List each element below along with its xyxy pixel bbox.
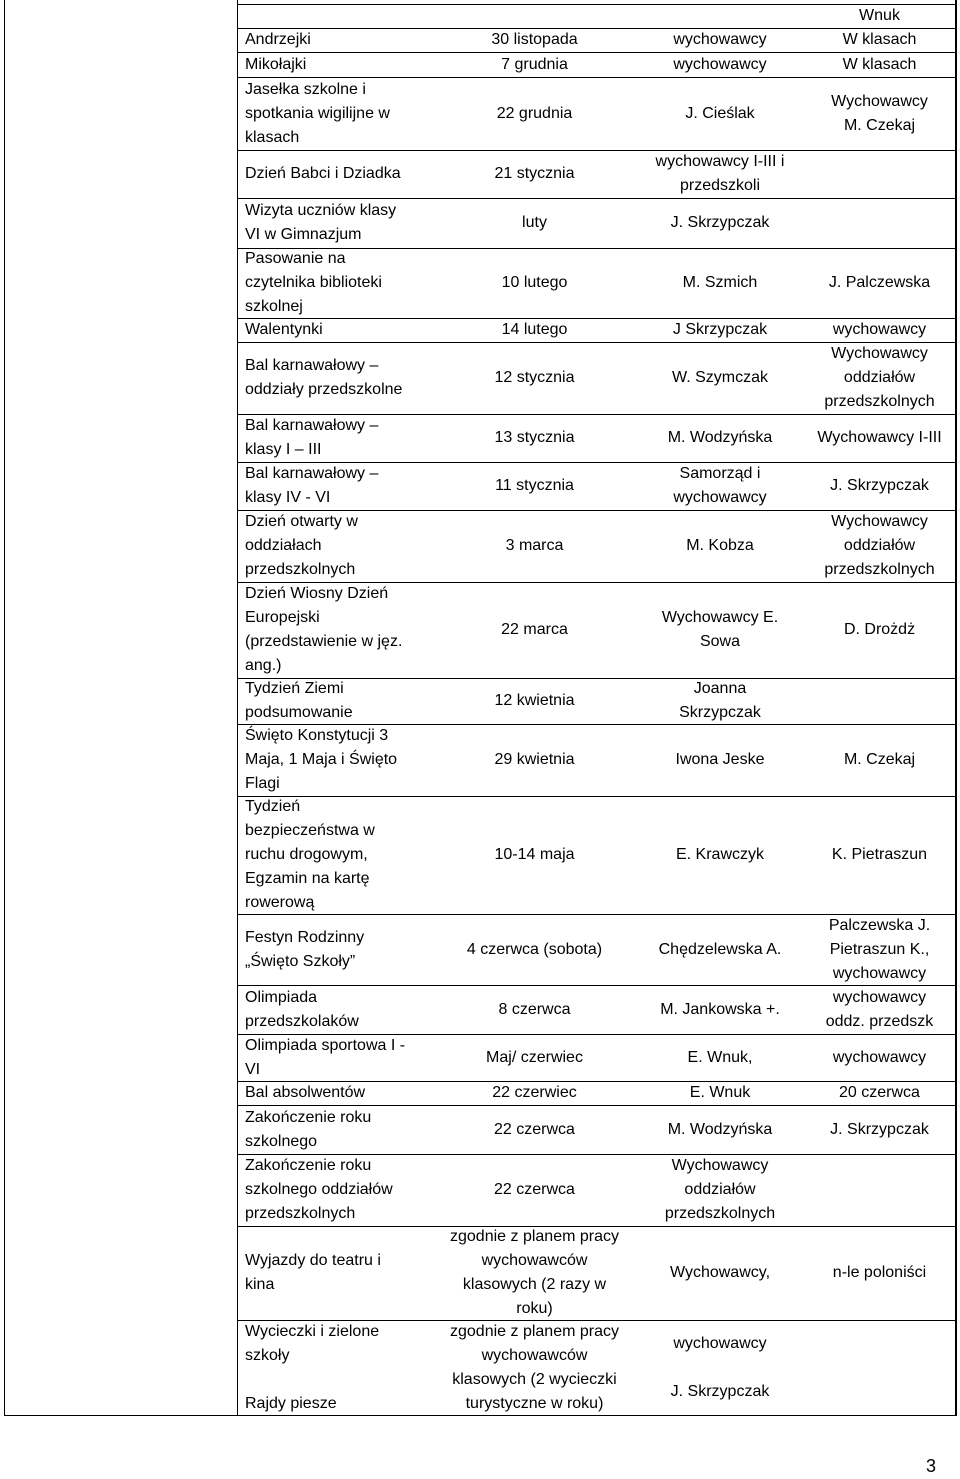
page-number: 3 (926, 1456, 937, 1476)
table-row-rule (237, 1034, 955, 1035)
cell-text: J Skrzypczak (672, 321, 768, 338)
cell-text: J. Skrzypczak (830, 1120, 929, 1138)
cell-text: (przedstawienie w jęz. (245, 633, 403, 650)
table-vertical-rule (4, 0, 5, 1415)
table-vertical-rule (237, 0, 238, 1415)
cell-text: spotkania wigilijne w (245, 104, 390, 122)
cell-text: D. Drożdż (843, 621, 916, 638)
table-cell-other (804, 342, 955, 414)
cell-text: Wycieczki i zielone (245, 1322, 380, 1340)
cell-text: zgodnie z planem pracy (450, 1228, 619, 1245)
table-row-rule (237, 1320, 955, 1321)
cell-text: wychowawców (481, 1346, 588, 1364)
cell-text: Joanna (693, 680, 747, 697)
table-cell-date (433, 1034, 636, 1081)
cell-text: szkolnego (245, 1132, 318, 1150)
table-cell-event (245, 796, 433, 914)
cell-text: wychowawcy (832, 1048, 927, 1066)
cell-text: Olimpiada sportowa I - (245, 1036, 406, 1054)
table-row-rule (237, 462, 955, 463)
cell-text: 7 grudnia (501, 55, 568, 73)
cell-text: 10 lutego (501, 274, 568, 291)
cell-text: Wychowawcy (831, 513, 928, 530)
cell-text: M. Jankowska +. (660, 1000, 780, 1018)
cell-text: 11 stycznia (495, 477, 574, 494)
cell-text: wychowawcy (673, 1334, 767, 1352)
table-cell-date (433, 342, 636, 414)
table-cell-person (636, 414, 804, 462)
cell-text: M. Wodzyńska (667, 1120, 773, 1138)
table-cell-date (433, 510, 636, 582)
table-row-rule (237, 28, 955, 29)
cell-text: J. Cieślak (685, 104, 755, 122)
cell-text: Olimpiada (245, 988, 318, 1006)
cell-text: kina (245, 1276, 275, 1293)
table-row-rule (237, 248, 955, 249)
cell-text: 22 grudnia (496, 104, 573, 122)
table-cell-date (433, 462, 636, 510)
table-cell-date (433, 724, 636, 796)
table-cell-person (636, 985, 804, 1034)
table-cell-event (245, 318, 433, 342)
cell-text: zgodnie z planem pracy (450, 1322, 619, 1340)
cell-text: 22 czerwca (494, 1181, 575, 1198)
table-row-rule (237, 342, 955, 343)
table-cell-other (804, 1105, 955, 1154)
cell-text: 13 stycznia (494, 429, 575, 446)
cell-text: Egzamin na kartę (245, 870, 370, 887)
cell-text: Walentynki (245, 321, 323, 338)
cell-text: Pietraszun K., (829, 940, 930, 958)
cell-text: Wizyta uczniów klasy (245, 202, 397, 219)
cell-text: wychowawcy (832, 321, 927, 338)
cell-text: Flagi (245, 775, 280, 792)
cell-text: Święto Konstytucji 3 (245, 727, 389, 744)
table-cell-event (245, 28, 433, 52)
table-cell-event (245, 150, 433, 198)
cell-text: E. Wnuk (689, 1084, 751, 1101)
cell-text: roku) (516, 1300, 553, 1317)
table-cell-event (245, 1154, 433, 1226)
table-cell-event (245, 1034, 433, 1081)
table-cell-event (245, 77, 433, 150)
cell-text: Mikołajki (245, 55, 307, 73)
cell-text: Festyn Rodzinny (245, 928, 365, 946)
cell-text: podsumowanie (245, 704, 353, 721)
table-cell-date (433, 1226, 636, 1320)
cell-text: wychowawcy (673, 489, 767, 506)
cell-text: szkoły (245, 1346, 290, 1364)
cell-text (718, 1356, 722, 1380)
cell-text: W. Szymczak (671, 369, 768, 386)
cell-text: Europejski (245, 609, 320, 626)
table-cell-event (245, 724, 433, 796)
table-cell-other (804, 52, 955, 77)
table-vertical-rule (955, 0, 956, 1415)
cell-text: VI (245, 1060, 261, 1078)
cell-text: Rajdy piesze (245, 1394, 337, 1412)
cell-text: wychowawcy (832, 988, 927, 1006)
cell-text: Maj/ czerwiec (486, 1048, 583, 1066)
cell-text: 3 marca (505, 537, 564, 554)
table-cell-person (636, 248, 804, 318)
cell-text: 22 marca (501, 621, 568, 638)
cell-text: Wyjazdy do teatru i (245, 1252, 381, 1269)
cell-text: bezpieczeństwa w (245, 822, 375, 839)
cell-text: 14 lutego (501, 321, 568, 338)
cell-text: W klasach (842, 31, 917, 48)
table-cell-date (433, 1154, 636, 1226)
cell-text: K. Pietraszun (831, 846, 928, 863)
table-cell-other (804, 462, 955, 510)
cell-text: Dzień otwarty w (245, 513, 358, 530)
table-cell-date (433, 1105, 636, 1154)
table-cell-other (804, 248, 955, 318)
table-cell-person (636, 150, 804, 198)
table-cell-event (245, 985, 433, 1034)
table-cell-event (245, 52, 433, 77)
cell-text: J. Skrzypczak (830, 477, 929, 494)
cell-text: Palczewska J. (828, 916, 931, 934)
table-row-rule (237, 582, 955, 583)
table-cell-event (245, 914, 433, 985)
cell-text: przedszkolnych (245, 1205, 356, 1222)
cell-text: rowerową (245, 894, 315, 911)
table-cell-person (636, 52, 804, 77)
table-cell-other (804, 985, 955, 1034)
cell-text: Pasowanie na (245, 250, 346, 267)
table-cell-person (636, 914, 804, 985)
cell-text: czytelnika biblioteki (245, 274, 382, 291)
cell-text: 22 czerwca (494, 1120, 575, 1138)
table-cell-date (433, 198, 636, 248)
cell-text: szkolnej (245, 298, 303, 315)
table-cell-date (433, 796, 636, 914)
cell-text: oddziałów (843, 369, 916, 386)
cell-text: E. Krawczyk (675, 846, 764, 863)
cell-text: M. Wodzyńska (667, 429, 773, 446)
table-row-rule (237, 1105, 955, 1106)
cell-text: Zakończenie roku (245, 1108, 372, 1126)
cell-text: wychowawcy (673, 31, 767, 48)
table-cell-person (636, 342, 804, 414)
table-cell-other (804, 1034, 955, 1081)
table-row-rule (237, 414, 955, 415)
cell-text: M. Kobza (686, 537, 754, 554)
table-cell-date (433, 318, 636, 342)
cell-text: „Święto Szkoły” (245, 952, 356, 970)
table-row-rule (237, 1154, 955, 1155)
cell-text: J. Skrzypczak (670, 214, 770, 231)
cell-text: Maja, 1 Maja i Święto (245, 751, 398, 768)
cell-text: oddziałów (684, 1181, 756, 1198)
table-cell-person (636, 462, 804, 510)
table-cell-event (245, 678, 433, 724)
cell-text: 20 czerwca (839, 1084, 920, 1101)
cell-text: M. Czekaj (843, 116, 916, 134)
table-row-rule (237, 198, 955, 199)
table-row-rule (237, 510, 955, 511)
cell-text: J. Skrzypczak (670, 1382, 770, 1400)
table-cell-date (433, 248, 636, 318)
table-cell-date (433, 914, 636, 985)
table-cell-event (245, 414, 433, 462)
table-cell-person (636, 1226, 804, 1320)
cell-text: wychowawcy (832, 964, 927, 982)
cell-text: 21 stycznia (494, 165, 575, 182)
table-cell-date (433, 414, 636, 462)
cell-text: oddziałach (245, 537, 322, 554)
table-cell-event (245, 510, 433, 582)
table-row-rule (237, 52, 955, 53)
cell-text: M. Szmich (682, 274, 758, 291)
table-cell-other (804, 724, 955, 796)
cell-text: Tydzień Ziemi (245, 680, 344, 697)
cell-text: 8 czerwca (498, 1000, 571, 1018)
cell-text: VI w Gimnazjum (245, 226, 362, 243)
cell-text: W klasach (842, 55, 917, 73)
table-cell-other (804, 28, 955, 52)
cell-text: M. Czekaj (843, 751, 916, 768)
cell-text: turystyczne w roku) (465, 1394, 604, 1412)
table-cell-person (636, 1034, 804, 1081)
cell-text: Zakończenie roku (245, 1157, 372, 1174)
cell-text: przedszkoli (679, 177, 761, 194)
table-cell-event (245, 342, 433, 414)
table-cell-date (433, 1081, 636, 1105)
cell-text: wychowawcy (673, 55, 767, 73)
cell-text: J. Palczewska (828, 274, 931, 291)
table-cell-event (245, 248, 433, 318)
table-cell-other (804, 582, 955, 678)
table-row-rule (237, 1226, 955, 1227)
cell-text: Bal karnawałowy – (245, 357, 379, 374)
table-cell-event (245, 1320, 433, 1415)
table-cell-other (804, 678, 955, 724)
header-cell (804, 4, 955, 28)
cell-text: klasy IV - VI (245, 489, 331, 506)
cell-text: Bal karnawałowy – (245, 465, 379, 482)
cell-text: Bal karnawałowy – (245, 417, 379, 434)
cell-text: oddz. przedszk (825, 1012, 934, 1030)
table-cell-date (433, 678, 636, 724)
table-cell-person (636, 198, 804, 248)
cell-text: przedszkolnych (824, 561, 935, 578)
table-cell-event (245, 1105, 433, 1154)
table-cell-other (804, 796, 955, 914)
table-cell-date (433, 582, 636, 678)
cell-text: klasowych (2 razy w (462, 1276, 607, 1293)
cell-text: przedszkolnych (824, 393, 935, 410)
table-cell-person (636, 582, 804, 678)
table-cell-other (804, 1154, 955, 1226)
cell-text: Chędzelewska A. (658, 940, 782, 958)
cell-text: Dzień Babci i Dziadka (245, 165, 401, 182)
cell-text: klasowych (2 wycieczki (452, 1370, 617, 1388)
table-cell-other (804, 1081, 955, 1105)
cell-text: Tydzień (245, 798, 301, 815)
table-cell-other (804, 77, 955, 150)
table-cell-event (245, 1081, 433, 1105)
cell-text: ang.) (245, 657, 282, 674)
table-cell-person (636, 1105, 804, 1154)
table-row-rule (237, 150, 955, 151)
table-cell-person (636, 1154, 804, 1226)
table-row-rule (237, 318, 955, 319)
cell-text: 30 listopada (491, 31, 578, 48)
cell-text: szkolnego oddziałów (245, 1181, 393, 1198)
table-top-rule (237, 4, 955, 5)
cell-text: Bal absolwentów (245, 1084, 366, 1101)
table-cell-other (804, 510, 955, 582)
table-row-rule (237, 1081, 955, 1082)
table-cell-person (636, 724, 804, 796)
table-row-rule (237, 796, 955, 797)
cell-text: Sowa (699, 633, 741, 650)
table-cell-person (636, 678, 804, 724)
cell-text: 10-14 maja (494, 846, 575, 863)
table-cell-event (245, 582, 433, 678)
cell-text: E. Wnuk, (687, 1048, 753, 1066)
cell-text: Wychowawcy (671, 1157, 769, 1174)
cell-text: oddziały przedszkolne (245, 381, 403, 398)
table-cell-event (245, 1226, 433, 1320)
table-cell-other (804, 414, 955, 462)
cell-text: oddziałów (843, 537, 916, 554)
table-cell-other (804, 1226, 955, 1320)
table-cell-date (433, 1320, 636, 1415)
table-cell-other (804, 318, 955, 342)
table-cell-date (433, 28, 636, 52)
cell-text: Skrzypczak (679, 704, 761, 721)
cell-text: Wychowawcy (831, 345, 928, 362)
cell-text: przedszkolnych (245, 561, 356, 578)
table-cell-event (245, 462, 433, 510)
cell-text: Wychowawcy, (669, 1264, 771, 1281)
table-cell-other (804, 198, 955, 248)
table-cell-event (245, 198, 433, 248)
cell-text: 29 kwietnia (494, 751, 575, 768)
table-cell-person (636, 796, 804, 914)
table-cell-person (636, 1081, 804, 1105)
cell-text: Iwona Jeske (675, 751, 765, 768)
table-cell-person (636, 1320, 804, 1415)
table-cell-person (636, 28, 804, 52)
table-cell-other (804, 150, 955, 198)
cell-text: Samorząd i (679, 465, 761, 482)
cell-text: Jasełka szkolne i (245, 80, 366, 98)
cell-text: przedszkolaków (245, 1012, 359, 1030)
cell-text: Wychowawcy (831, 92, 928, 110)
cell-text: Andrzejki (245, 31, 311, 48)
table-cell-date (433, 77, 636, 150)
cell-text: przedszkolnych (664, 1205, 776, 1222)
cell-text: Dzień Wiosny Dzień (245, 585, 389, 602)
table-row-rule (237, 914, 955, 915)
table-cell-date (433, 985, 636, 1034)
table-cell-other (804, 914, 955, 985)
cell-text (245, 1368, 249, 1392)
cell-text: luty (522, 214, 547, 231)
cell-text: ruchu drogowym, (245, 846, 368, 863)
cell-text: klasach (245, 128, 300, 146)
cell-text: wychowawców (481, 1252, 588, 1269)
table-row-rule (237, 985, 955, 986)
cell-text: wychowawcy I-III i (655, 153, 785, 170)
cell-text: Wychowawcy E. (661, 609, 779, 626)
table-cell-person (636, 77, 804, 150)
table-cell-date (433, 150, 636, 198)
table-row-rule (237, 724, 955, 725)
table-row-rule (237, 77, 955, 78)
header-text: Wnuk (859, 7, 900, 24)
cell-text: Wychowawcy I-III (817, 429, 942, 446)
cell-text: 4 czerwca (sobota) (466, 940, 603, 958)
table-cell-person (636, 510, 804, 582)
table-cell-person (636, 318, 804, 342)
cell-text: n-le poloniści (832, 1264, 927, 1281)
cell-text: 12 kwietnia (494, 692, 575, 709)
cell-text: 22 czerwiec (492, 1084, 577, 1101)
table-cell-other (804, 1320, 955, 1415)
table-cell-date (433, 52, 636, 77)
cell-text: klasy I – III (245, 441, 322, 458)
table-row-rule (237, 678, 955, 679)
cell-text: 12 stycznia (494, 369, 575, 386)
